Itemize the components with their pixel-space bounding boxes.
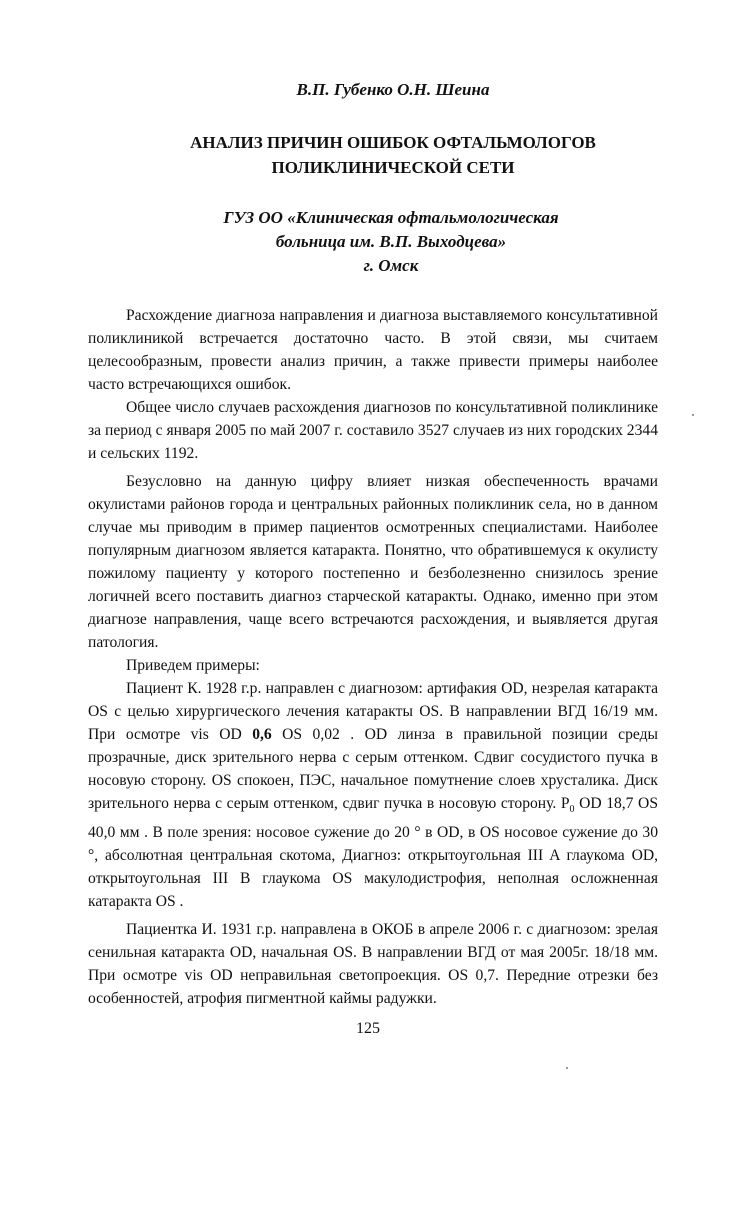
speck (692, 414, 694, 416)
paragraph-case-2: Пациентка И. 1931 г.р. направлена в ОКОБ в апреле 2006 г. с диагнозом: зрелая сенильная катаракта OD, начальная OS. В направлении ВГД от мая 2005г. 18/18 мм. При осмотре vis OD неправильная светопроекция. OS 0,7. Передние отрезки без особенностей, атрофия пигментной каймы радужки. (88, 921, 658, 1008)
paragraph-examples-heading: Приведем примеры: (126, 657, 260, 674)
affiliation-city: г. Омск (363, 256, 419, 275)
paragraph-statistics: Общее число случаев расхождения диагнозов по консультативной поликлинике за период с января 2005 по май 2007 г. составило 3527 случаев из них городских 2344 и сельских 1192. (88, 399, 658, 462)
affiliation (88, 206, 658, 278)
case-1-text-a: Пациент К. 1928 г.р. направлен с диагнозом: артифакия OD, незрелая катаракта OS с целью хирургического лечения катаракты OS. В направлении ВГД 16/19 мм. При осмотре vis OD (88, 680, 658, 743)
article-title (88, 130, 658, 180)
affiliation-line-2: больница им. В.П. Выходцева» (275, 232, 507, 251)
speck (566, 1067, 568, 1069)
case-1-subscript: 0 (569, 804, 575, 816)
authors: В.П. Губенко О.Н. Шеина (296, 80, 490, 99)
title-line-2: ПОЛИКЛИНИЧЕСКОЙ СЕТИ (271, 158, 515, 177)
case-1-vis-od: 0,6 (252, 726, 272, 743)
case-1-text-c: OD 18,7 OS 40,0 мм . В поле зрения: носовое сужение до 20 ° в OD, в OS носовое сужение до 30 °, абсолютная центральная скотома, Диагноз: открытоугольная III A глаукома OD, открытоугольная III B глаукома OS макулодистрофия, неполная осложненная катаракта OS . (88, 795, 658, 911)
paragraph-case-1 (88, 677, 658, 913)
case-1-text-b: OS 0,02 . OD линза в правильной позиции среды прозрачные, диск зрительного нерва с серым оттенком. Сдвиг сосудистого пучка в носовую сторону. OS спокоен, ПЭС, начальное помутнение слоев хрусталика. Диск зрительного нерва с серым оттенком, сдвиг пучка в носовую сторону. P (88, 726, 658, 812)
title-line-1: АНАЛИЗ ПРИЧИН ОШИБОК ОФТАЛЬМОЛОГОВ (190, 133, 596, 152)
paragraph-intro: Расхождение диагноза направления и диагноза выставляемого консультативной поликлиникой встречается достаточно часто. В этой связи, мы считаем целесообразным, провести анализ причин, а также привести примеры наиболее часто встречающихся ошибок. (88, 307, 658, 393)
affiliation-line-1: ГУЗ ОО «Клиническая офтальмологическая (223, 208, 559, 227)
paragraph-discussion: Безусловно на данную цифру влияет низкая обеспеченность врачами окулистами районов города и центральных районных поликлиник села, но в данном случае мы приводим в пример пациентов осмотренных специалистами. Наиболее популярным диагнозом является катаракта. Понятно, что обратившемуся к окулисту пожилому пациенту у которого постепенно и безболезненно снизилось зрение логичней всего поставить диагноз старческой катаракты. Однако, именно при этом диагнозе направления, чаще всего встречаются расхождения, и выявляется другая патология. (88, 473, 658, 651)
page-number: 125 (356, 1020, 380, 1037)
document-page (88, 80, 658, 1010)
article-body (88, 304, 658, 1010)
